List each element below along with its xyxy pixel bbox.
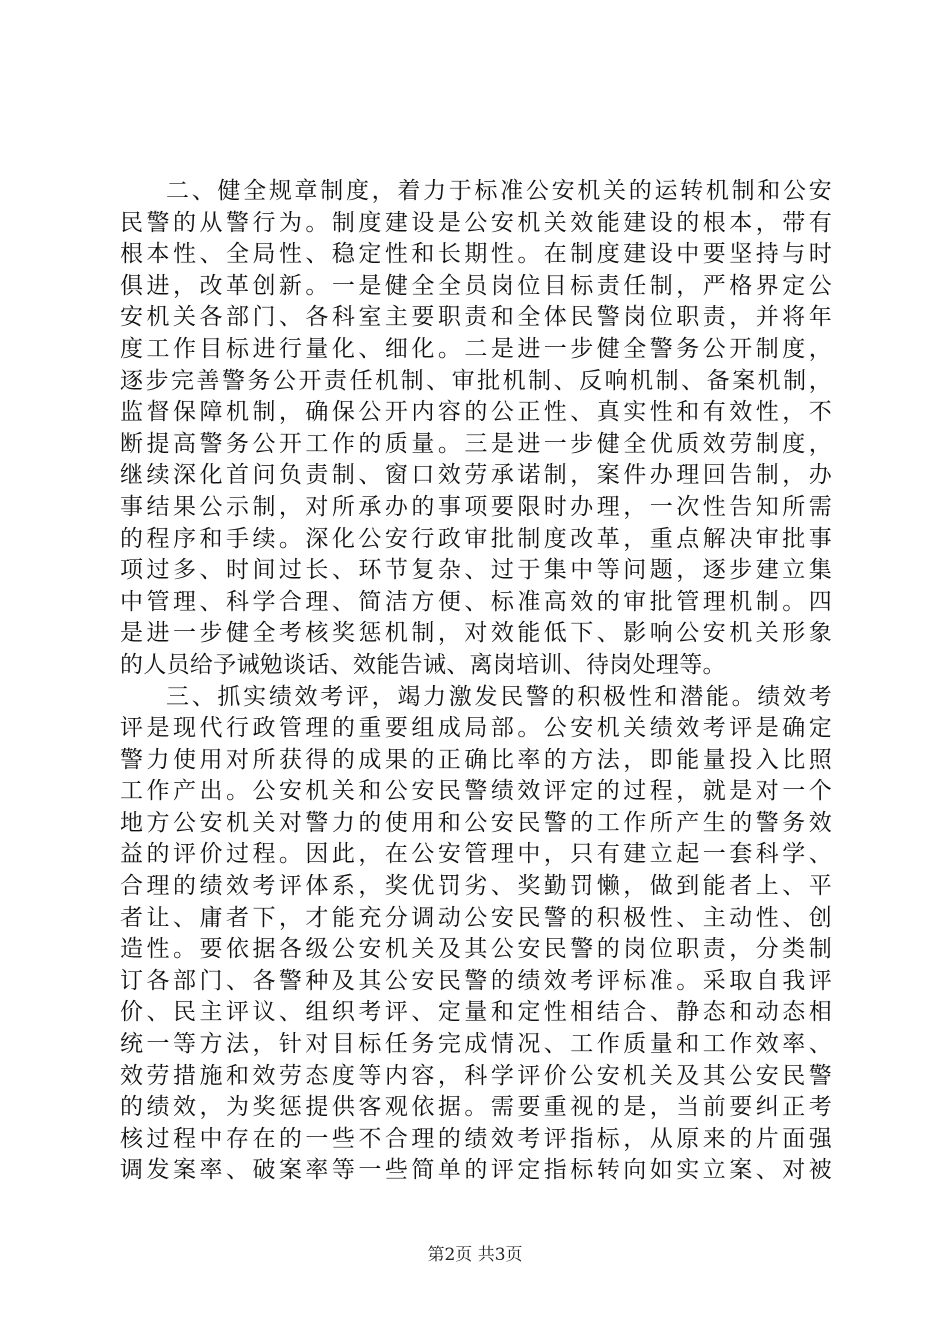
paragraph-1-line: 断提高警务公开工作的质量。三是进一步健全优质效劳制度， xyxy=(120,430,832,457)
paragraph-1-line: 俱进，改革创新。一是健全全员岗位目标责任制，严格界定公 xyxy=(120,272,832,299)
paragraph-2-line: 订各部门、各警种及其公安民警的绩效考评标准。采取自我评 xyxy=(120,967,832,994)
paragraph-2-line: 者让、庸者下，才能充分调动公安民警的积极性、主动性、创 xyxy=(120,904,832,931)
paragraph-2-line: 评是现代行政管理的重要组成局部。公安机关绩效考评是确定 xyxy=(120,715,832,742)
paragraph-2-line: 统一等方法，针对目标任务完成情况、工作质量和工作效率、 xyxy=(120,1031,832,1058)
paragraph-2-line: 造性。要依据各级公安机关及其公安民警的岗位职责，分类制 xyxy=(120,936,832,963)
paragraph-1-line: 逐步完善警务公开责任机制、审批机制、反响机制、备案机制， xyxy=(120,367,832,394)
paragraph-1-line: 中管理、科学合理、简洁方便、标准高效的审批管理机制。四 xyxy=(120,588,832,615)
paragraph-1-line: 监督保障机制，确保公开内容的公正性、真实性和有效性，不 xyxy=(120,399,832,426)
paragraph-2-line: 三、抓实绩效考评，竭力激发民警的积极性和潜能。绩效考 xyxy=(166,683,832,710)
paragraph-2-line: 的绩效，为奖惩提供客观依据。需要重视的是，当前要纠正考 xyxy=(120,1094,832,1121)
paragraph-2-line: 价、民主评议、组织考评、定量和定性相结合、静态和动态相 xyxy=(120,999,832,1026)
paragraph-1-line: 度工作目标进行量化、细化。二是进一步健全警务公开制度， xyxy=(120,335,832,362)
paragraph-1-line: 是进一步健全考核奖惩机制，对效能低下、影响公安机关形象 xyxy=(120,620,832,647)
paragraph-1-line: 的人员给予诫勉谈话、效能告诫、离岗培训、待岗处理等。 xyxy=(120,651,726,678)
paragraph-1-line: 二、健全规章制度，着力于标准公安机关的运转机制和公安 xyxy=(166,178,832,204)
page-footer: 第2页 共3页 xyxy=(427,1245,523,1265)
paragraph-2-line: 益的评价过程。因此，在公安管理中，只有建立起一套科学、 xyxy=(120,841,832,868)
paragraph-2-line: 工作产出。公安机关和公安民警绩效评定的过程，就是对一个 xyxy=(120,778,832,805)
paragraph-2-line: 调发案率、破案率等一些简单的评定指标转向如实立案、对被 xyxy=(120,1157,832,1184)
paragraph-1-line: 安机关各部门、各科室主要职责和全体民警岗位职责，并将年 xyxy=(120,304,832,331)
paragraph-1-line: 的程序和手续。深化公安行政审批制度改革，重点解决审批事 xyxy=(120,525,832,552)
paragraph-2-line: 核过程中存在的一些不合理的绩效考评指标，从原来的片面强 xyxy=(120,1125,832,1152)
paragraph-2-line: 效劳措施和效劳态度等内容，科学评价公安机关及其公安民警 xyxy=(120,1062,832,1089)
paragraph-1-line: 项过多、时间过长、环节复杂、过于集中等问题，逐步建立集 xyxy=(120,557,832,584)
paragraph-2-line: 地方公安机关对警力的使用和公安民警的工作所产生的警务效 xyxy=(120,809,832,836)
paragraph-1-line: 继续深化首问负责制、窗口效劳承诺制，案件办理回告制，办 xyxy=(120,462,832,489)
paragraph-2-line: 警力使用对所获得的成果的正确比率的方法，即能量投入比照 xyxy=(120,746,832,773)
paragraph-2-line: 合理的绩效考评体系，奖优罚劣、奖勤罚懒，做到能者上、平 xyxy=(120,873,832,900)
document-body xyxy=(120,176,832,1187)
paragraph-1-line: 事结果公示制，对所承办的事项要限时办理，一次性告知所需 xyxy=(120,493,832,520)
paragraph-1-line: 民警的从警行为。制度建设是公安机关效能建设的根本，带有 xyxy=(120,209,832,236)
paragraph-1-line: 根本性、全局性、稳定性和长期性。在制度建设中要坚持与时 xyxy=(120,241,832,268)
